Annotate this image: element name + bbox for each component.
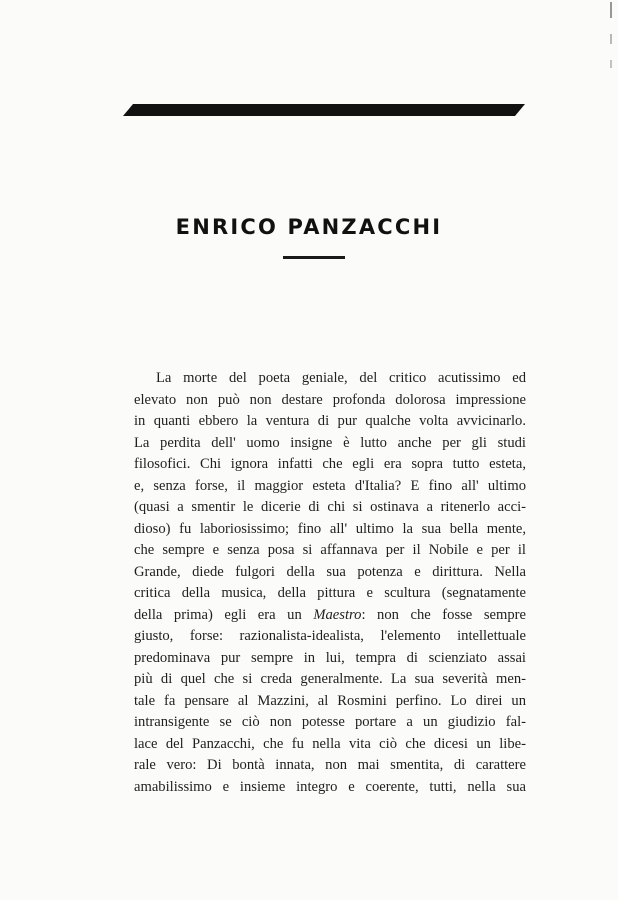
text-line-head: della prima) egli era un [134,606,302,623]
title-underline-rule [283,256,345,259]
text-line: La perdita dell' uomo insigne è lutto anche per gli studi [134,434,526,451]
text-line: critica della musica, della pittura e scultura (segnatamente [134,585,526,601]
text-line: predominava pur sempre in lui, tempra di scienziato assai [134,649,526,666]
text-line: tale fa pensare al Mazzini, al Rosmini perfino. Lo direi un [134,692,526,709]
text-line: giusto, forse: razionalista-idealista, l'elemento intellettuale [134,628,526,644]
text-line: La morte del poeta geniale, del critico acutissimo ed [156,370,526,386]
text-line: e, senza forse, il maggior esteta d'Italia? E fino all' ultimo [134,477,526,494]
text-line: amabilissimo e insieme integro e coerente, tutti, nella sua [134,778,526,795]
scan-edge-mark [608,0,614,90]
text-line: che sempre e senza posa si affannava per il Nobile e per il [134,542,526,558]
chapter-title: ENRICO PANZACCHI [175,215,443,239]
text-line-with-italic [134,605,526,627]
text-line: dioso) fu laboriosissimo; fino all' ultimo la sua bella mente, [134,520,526,537]
text-line: rale vero: Di bontà innata, non mai smentita, di carattere [134,757,526,773]
text-line: Grande, diede fulgori della sua potenza e dirittura. Nella [134,563,526,580]
body-paragraph [134,368,526,798]
italic-word: Maestro [313,606,362,623]
text-line: filosofici. Chi ignora infatti che egli era sopra tutto esteta, [134,456,526,472]
top-ornamental-rule [123,104,525,116]
text-line: intransigente se ciò non potesse portare a un giudizio fal- [134,714,526,730]
text-line: (quasi a smentir le dicerie di chi si ostinava a ritenerlo acci- [134,499,526,515]
text-line-tail: : non che fosse sempre [361,606,526,623]
text-line: elevato non può non destare profonda dolorosa impressione [134,391,526,408]
text-line: più di quel che si creda generalmente. La sua severità men- [134,671,526,687]
text-line: in quanti ebbero la ventura di pur qualche volta avvicinarlo. [134,413,526,429]
text-line: lace del Panzacchi, che fu nella vita ciò che dicesi un libe- [134,735,526,752]
